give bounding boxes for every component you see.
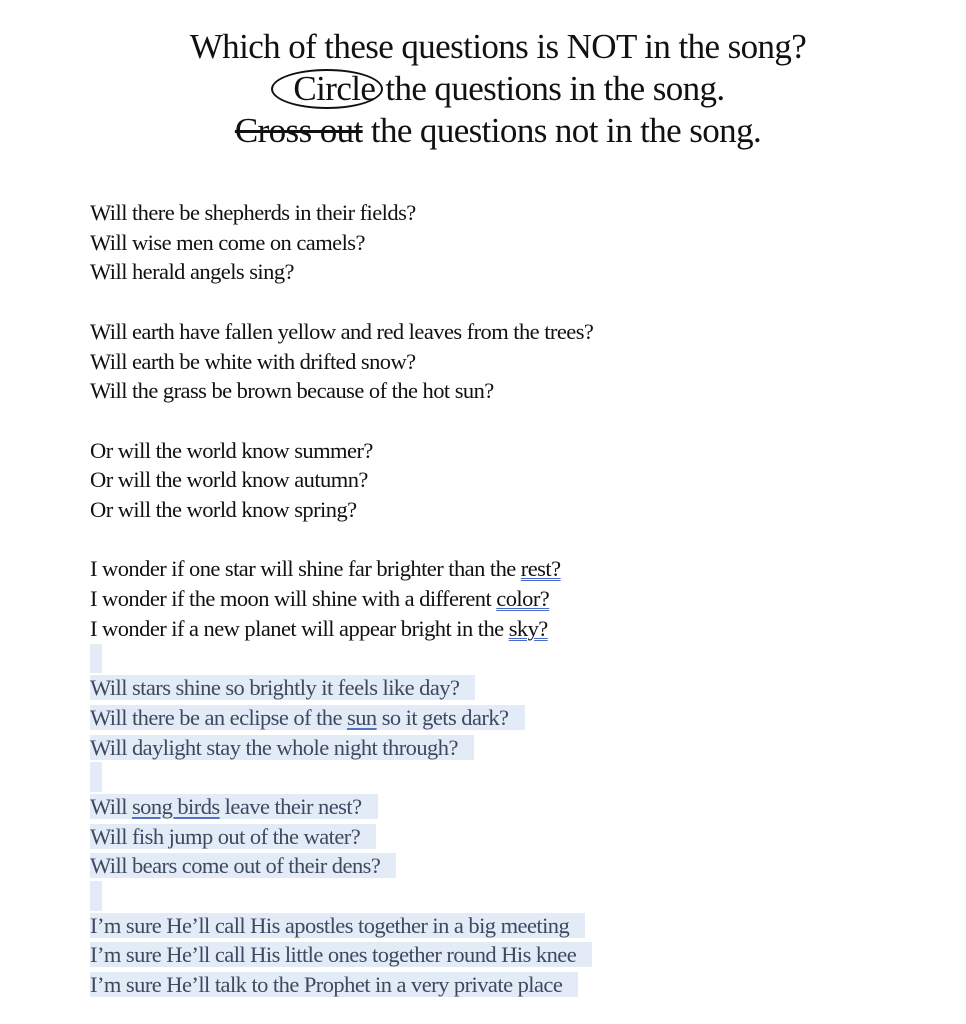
question-line[interactable]: I wonder if a new planet will appear bright in the sky? <box>90 615 548 641</box>
cross-instruction-text: the questions not in the song. <box>362 111 762 150</box>
question-line[interactable]: Will earth be white with drifted snow? <box>90 348 416 374</box>
stanza-apostles-selected <box>90 911 950 1000</box>
question-line[interactable]: Will herald angels sing? <box>90 259 294 285</box>
selected-question-line[interactable]: Will fish jump out of the water? <box>90 822 950 852</box>
selected-question-line[interactable]: I’m sure He’ll call His little ones together round His knee <box>90 940 950 970</box>
selected-question-line[interactable]: I’m sure He’ll talk to the Prophet in a very private place <box>90 970 950 1000</box>
question-line[interactable]: Or will the world know summer? <box>90 437 373 463</box>
grammar-flagged-word[interactable]: sky? <box>508 615 548 641</box>
instructions-title: Which of these questions is NOT in the song? <box>189 27 807 66</box>
question-line[interactable]: Or will the world know autumn? <box>90 467 368 493</box>
spellcheck-flagged-word[interactable]: song birds <box>131 793 220 819</box>
stanza-wonder <box>90 554 950 643</box>
selection-start <box>90 644 950 674</box>
question-line[interactable]: Will wise men come on camels? <box>90 229 365 255</box>
question-line[interactable]: Will earth have fallen yellow and red leaves from the trees? <box>90 318 594 344</box>
question-line[interactable]: Will there be shepherds in their fields? <box>90 200 416 225</box>
spellcheck-flagged-word[interactable]: sun <box>347 704 377 730</box>
grammar-flagged-word[interactable]: rest? <box>520 556 561 582</box>
selected-question-line[interactable]: Will there be an eclipse of the sun so it gets dark? <box>90 703 950 733</box>
selection-gap <box>90 881 950 911</box>
stanza-shepherds <box>90 198 950 287</box>
question-line[interactable]: Will the grass be brown because of the hot sun? <box>90 378 494 404</box>
grammar-flagged-word[interactable]: color? <box>496 586 550 612</box>
selection-gap <box>90 762 950 792</box>
song-questions[interactable] <box>90 198 950 1000</box>
selected-question-line[interactable]: Will song birds leave their nest? <box>90 792 950 822</box>
instructions-cross-line <box>0 110 966 152</box>
selected-question-line[interactable]: Will stars shine so brightly it feels like day? <box>90 673 950 703</box>
circle-instruction-text: the questions in the song. <box>385 69 725 108</box>
circled-word: Circle <box>271 69 383 109</box>
stanza-stars-selected <box>90 673 950 762</box>
stanza-seasons <box>90 436 950 525</box>
selected-question-line[interactable]: I’m sure He’ll call His apostles together in a big meeting <box>90 911 950 941</box>
instructions-circle-line <box>0 68 966 110</box>
crossed-out-word: Cross out <box>234 111 363 150</box>
stanza-earth <box>90 317 950 406</box>
selected-question-line[interactable]: Will daylight stay the whole night through? <box>90 733 950 763</box>
instructions-header <box>0 26 966 152</box>
question-line[interactable]: I wonder if one star will shine far brighter than the rest? <box>90 556 561 582</box>
selected-question-line[interactable]: Will bears come out of their dens? <box>90 851 950 881</box>
question-line[interactable]: I wonder if the moon will shine with a different color? <box>90 586 550 612</box>
stanza-animals-selected <box>90 792 950 881</box>
question-line[interactable]: Or will the world know spring? <box>90 497 357 522</box>
